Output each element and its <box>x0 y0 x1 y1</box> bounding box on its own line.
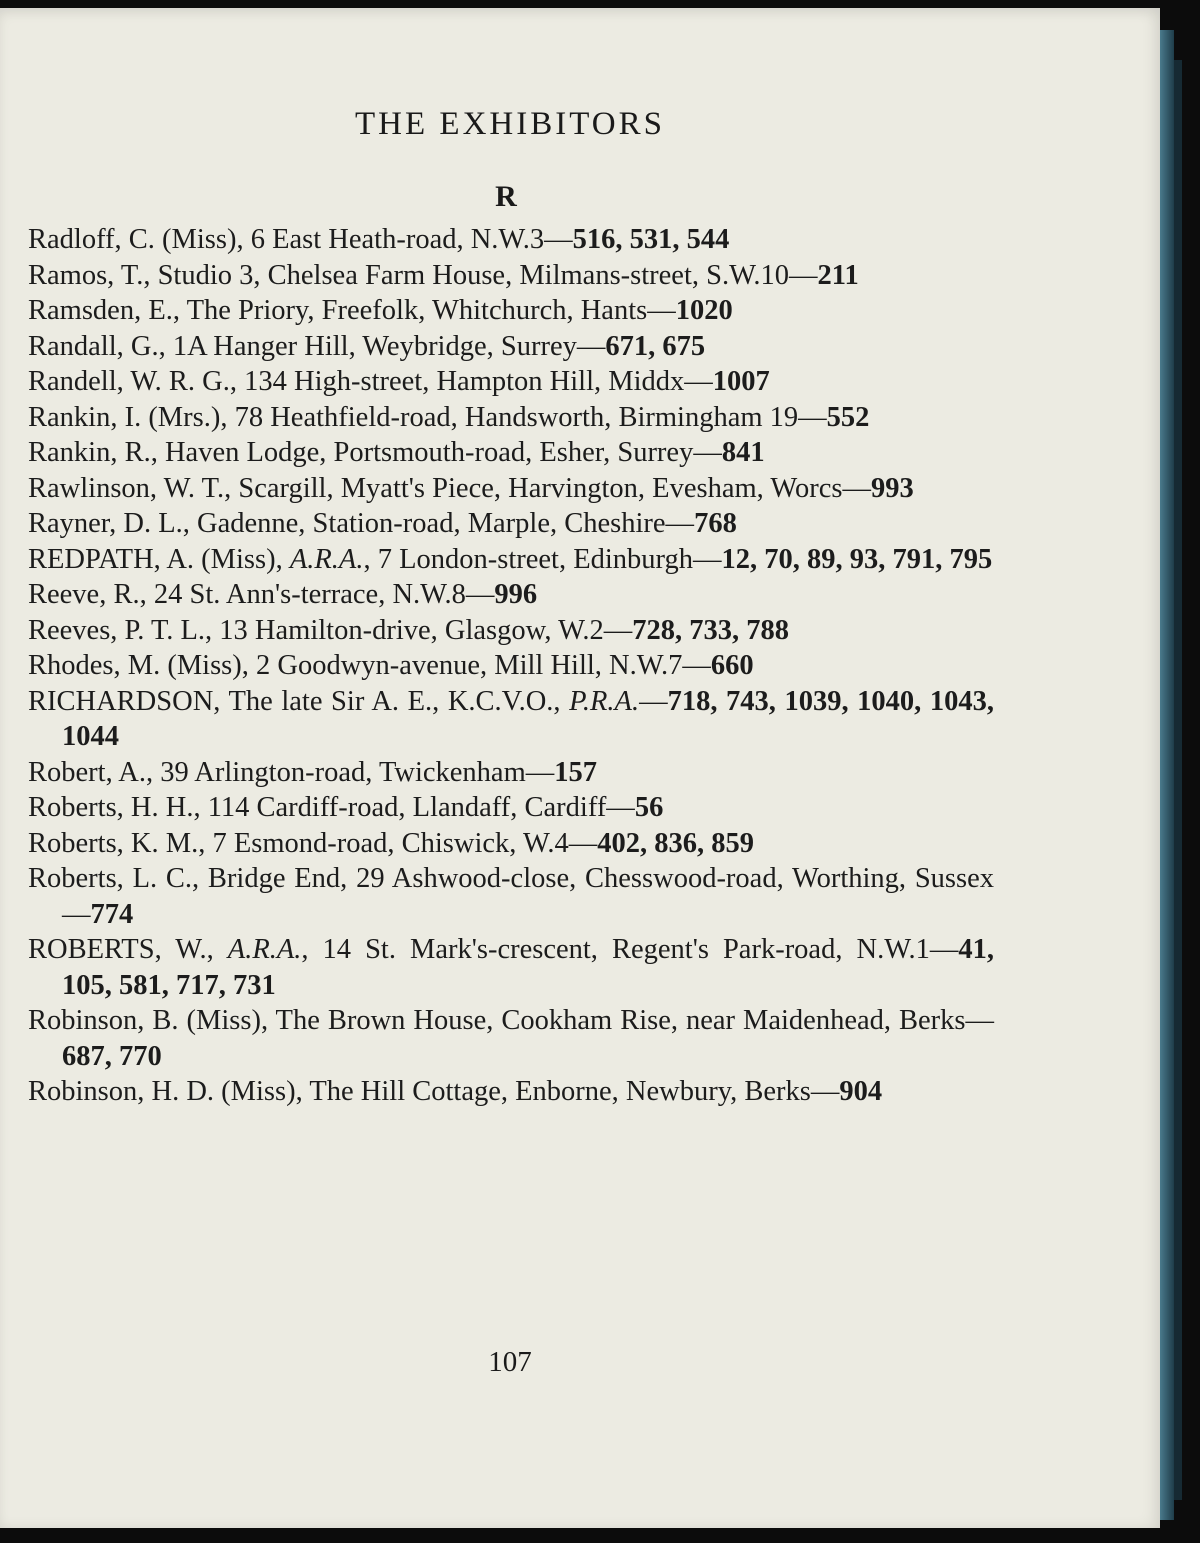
book-cover-edge-shadow <box>1174 60 1182 1500</box>
exhibitor-entry <box>28 222 994 258</box>
exhibitor-entry <box>28 542 994 578</box>
catalogue-numbers: 157 <box>554 756 597 788</box>
entry-text-rest: , 14 St. Mark's-crescent, Regent's Park-road, N.W.1— <box>301 934 959 965</box>
exhibitor-entry <box>28 293 994 329</box>
exhibitor-entry <box>28 258 994 294</box>
entry-text: Roberts, H. H., 114 Cardiff-road, Llandaff, Cardiff— <box>28 792 635 823</box>
entry-text: Radloff, C. (Miss), 6 East Heath-road, N.W.3— <box>28 224 573 255</box>
entry-text: Roberts, K. M., 7 Esmond-road, Chiswick, W.4— <box>28 827 598 859</box>
entry-text: Randell, W. R. G., 134 High-street, Hampton Hill, Middx— <box>28 366 713 397</box>
entry-text-rest: , 7 London-street, Edinburgh— <box>363 543 722 575</box>
entry-text: RICHARDSON, The late Sir A. E., K.C.V.O., <box>28 685 570 717</box>
academic-title: A.R.A. <box>227 934 302 965</box>
entry-text: Rhodes, M. (Miss), 2 Goodwyn-avenue, Mill Hill, N.W.7— <box>28 650 711 681</box>
exhibitor-entry <box>28 577 994 613</box>
exhibitor-entry <box>28 329 994 365</box>
entry-text-rest: — <box>639 685 668 717</box>
catalogue-numbers: 774 <box>90 898 134 930</box>
exhibitor-entry <box>28 826 994 862</box>
entry-text: ROBERTS, W., <box>28 934 228 965</box>
entry-text: Randall, G., 1A Hanger Hill, Weybridge, Surrey— <box>28 330 606 362</box>
exhibitor-entry <box>28 400 994 436</box>
entry-text: Ramsden, E., The Priory, Freefolk, Whitchurch, Hants— <box>28 295 676 326</box>
catalogue-numbers: 56 <box>634 792 664 823</box>
exhibitor-entry <box>28 1003 994 1074</box>
entry-text: Robert, A., 39 Arlington-road, Twickenham— <box>28 756 555 788</box>
exhibitor-entry <box>28 648 994 684</box>
exhibitor-entry <box>28 613 994 649</box>
exhibitor-entry <box>28 932 994 1003</box>
entry-text: Roberts, L. C., Bridge End, 29 Ashwood-close, Chesswood-road, Worthing, Sussex— <box>28 863 994 930</box>
academic-title: A.R.A. <box>289 543 364 575</box>
catalogue-numbers: 402, 836, 859 <box>597 827 754 859</box>
exhibitor-entry <box>28 506 994 542</box>
entry-text: Rayner, D. L., Gadenne, Station-road, Marple, Cheshire— <box>28 508 695 539</box>
entry-text: Reeves, P. T. L., 13 Hamilton-drive, Glasgow, W.2— <box>28 614 633 646</box>
catalogue-numbers: 687, 770 <box>62 1040 162 1072</box>
catalogue-numbers: 841 <box>721 437 765 468</box>
entry-text: Rankin, R., Haven Lodge, Portsmouth-road, Esher, Surrey— <box>28 437 722 468</box>
exhibitor-entry <box>28 684 994 755</box>
academic-title: P.R.A. <box>569 685 640 717</box>
entry-text: REDPATH, A. (Miss), <box>28 543 290 575</box>
exhibitor-entry <box>28 471 994 507</box>
entry-text: Ramos, T., Studio 3, Chelsea Farm House, Milmans-street, S.W.10— <box>28 259 818 291</box>
entry-text: Rankin, I. (Mrs.), 78 Heathfield-road, Handsworth, Birmingham 19— <box>28 401 827 433</box>
exhibitor-entry <box>28 364 994 400</box>
catalogue-numbers: 993 <box>870 472 914 504</box>
exhibitor-entry <box>28 435 994 471</box>
catalogue-numbers: 718, 743, 1039, 1040, 1043, 1044 <box>62 685 995 752</box>
book-page <box>0 8 1160 1528</box>
entry-text: Robinson, B. (Miss), The Brown House, Cookham Rise, near Maidenhead, Berks— <box>28 1005 994 1036</box>
page-number: 107 <box>488 1346 532 1378</box>
entry-text: Robinson, H. D. (Miss), The Hill Cottage, Enborne, Newbury, Berks— <box>28 1076 840 1107</box>
exhibitor-entry <box>28 755 994 791</box>
exhibitor-entry <box>28 790 994 826</box>
catalogue-numbers: 516, 531, 544 <box>572 224 730 255</box>
catalogue-numbers: 996 <box>494 579 538 610</box>
catalogue-numbers: 552 <box>826 401 870 433</box>
catalogue-numbers: 41, 105, 581, 717, 731 <box>62 934 994 1001</box>
exhibitor-entry <box>28 861 994 932</box>
catalogue-numbers: 728, 733, 788 <box>632 614 789 646</box>
catalogue-numbers: 660 <box>710 650 754 681</box>
catalogue-numbers: 1007 <box>712 366 770 397</box>
catalogue-numbers: 768 <box>694 508 737 539</box>
exhibitor-entry <box>28 1074 994 1110</box>
entry-text: Rawlinson, W. T., Scargill, Myatt's Piece, Harvington, Evesham, Worcs— <box>28 472 871 504</box>
exhibitor-list <box>28 222 994 1110</box>
catalogue-numbers: 211 <box>817 259 859 291</box>
catalogue-numbers: 12, 70, 89, 93, 791, 795 <box>721 543 993 575</box>
running-head: THE EXHIBITORS <box>355 106 665 142</box>
entry-text: Reeve, R., 24 St. Ann's-terrace, N.W.8— <box>28 579 495 610</box>
catalogue-numbers: 1020 <box>675 295 733 326</box>
catalogue-numbers: 671, 675 <box>605 330 706 362</box>
section-letter: R <box>495 180 517 213</box>
book-cover-edge <box>1160 30 1174 1520</box>
catalogue-numbers: 904 <box>839 1076 883 1107</box>
